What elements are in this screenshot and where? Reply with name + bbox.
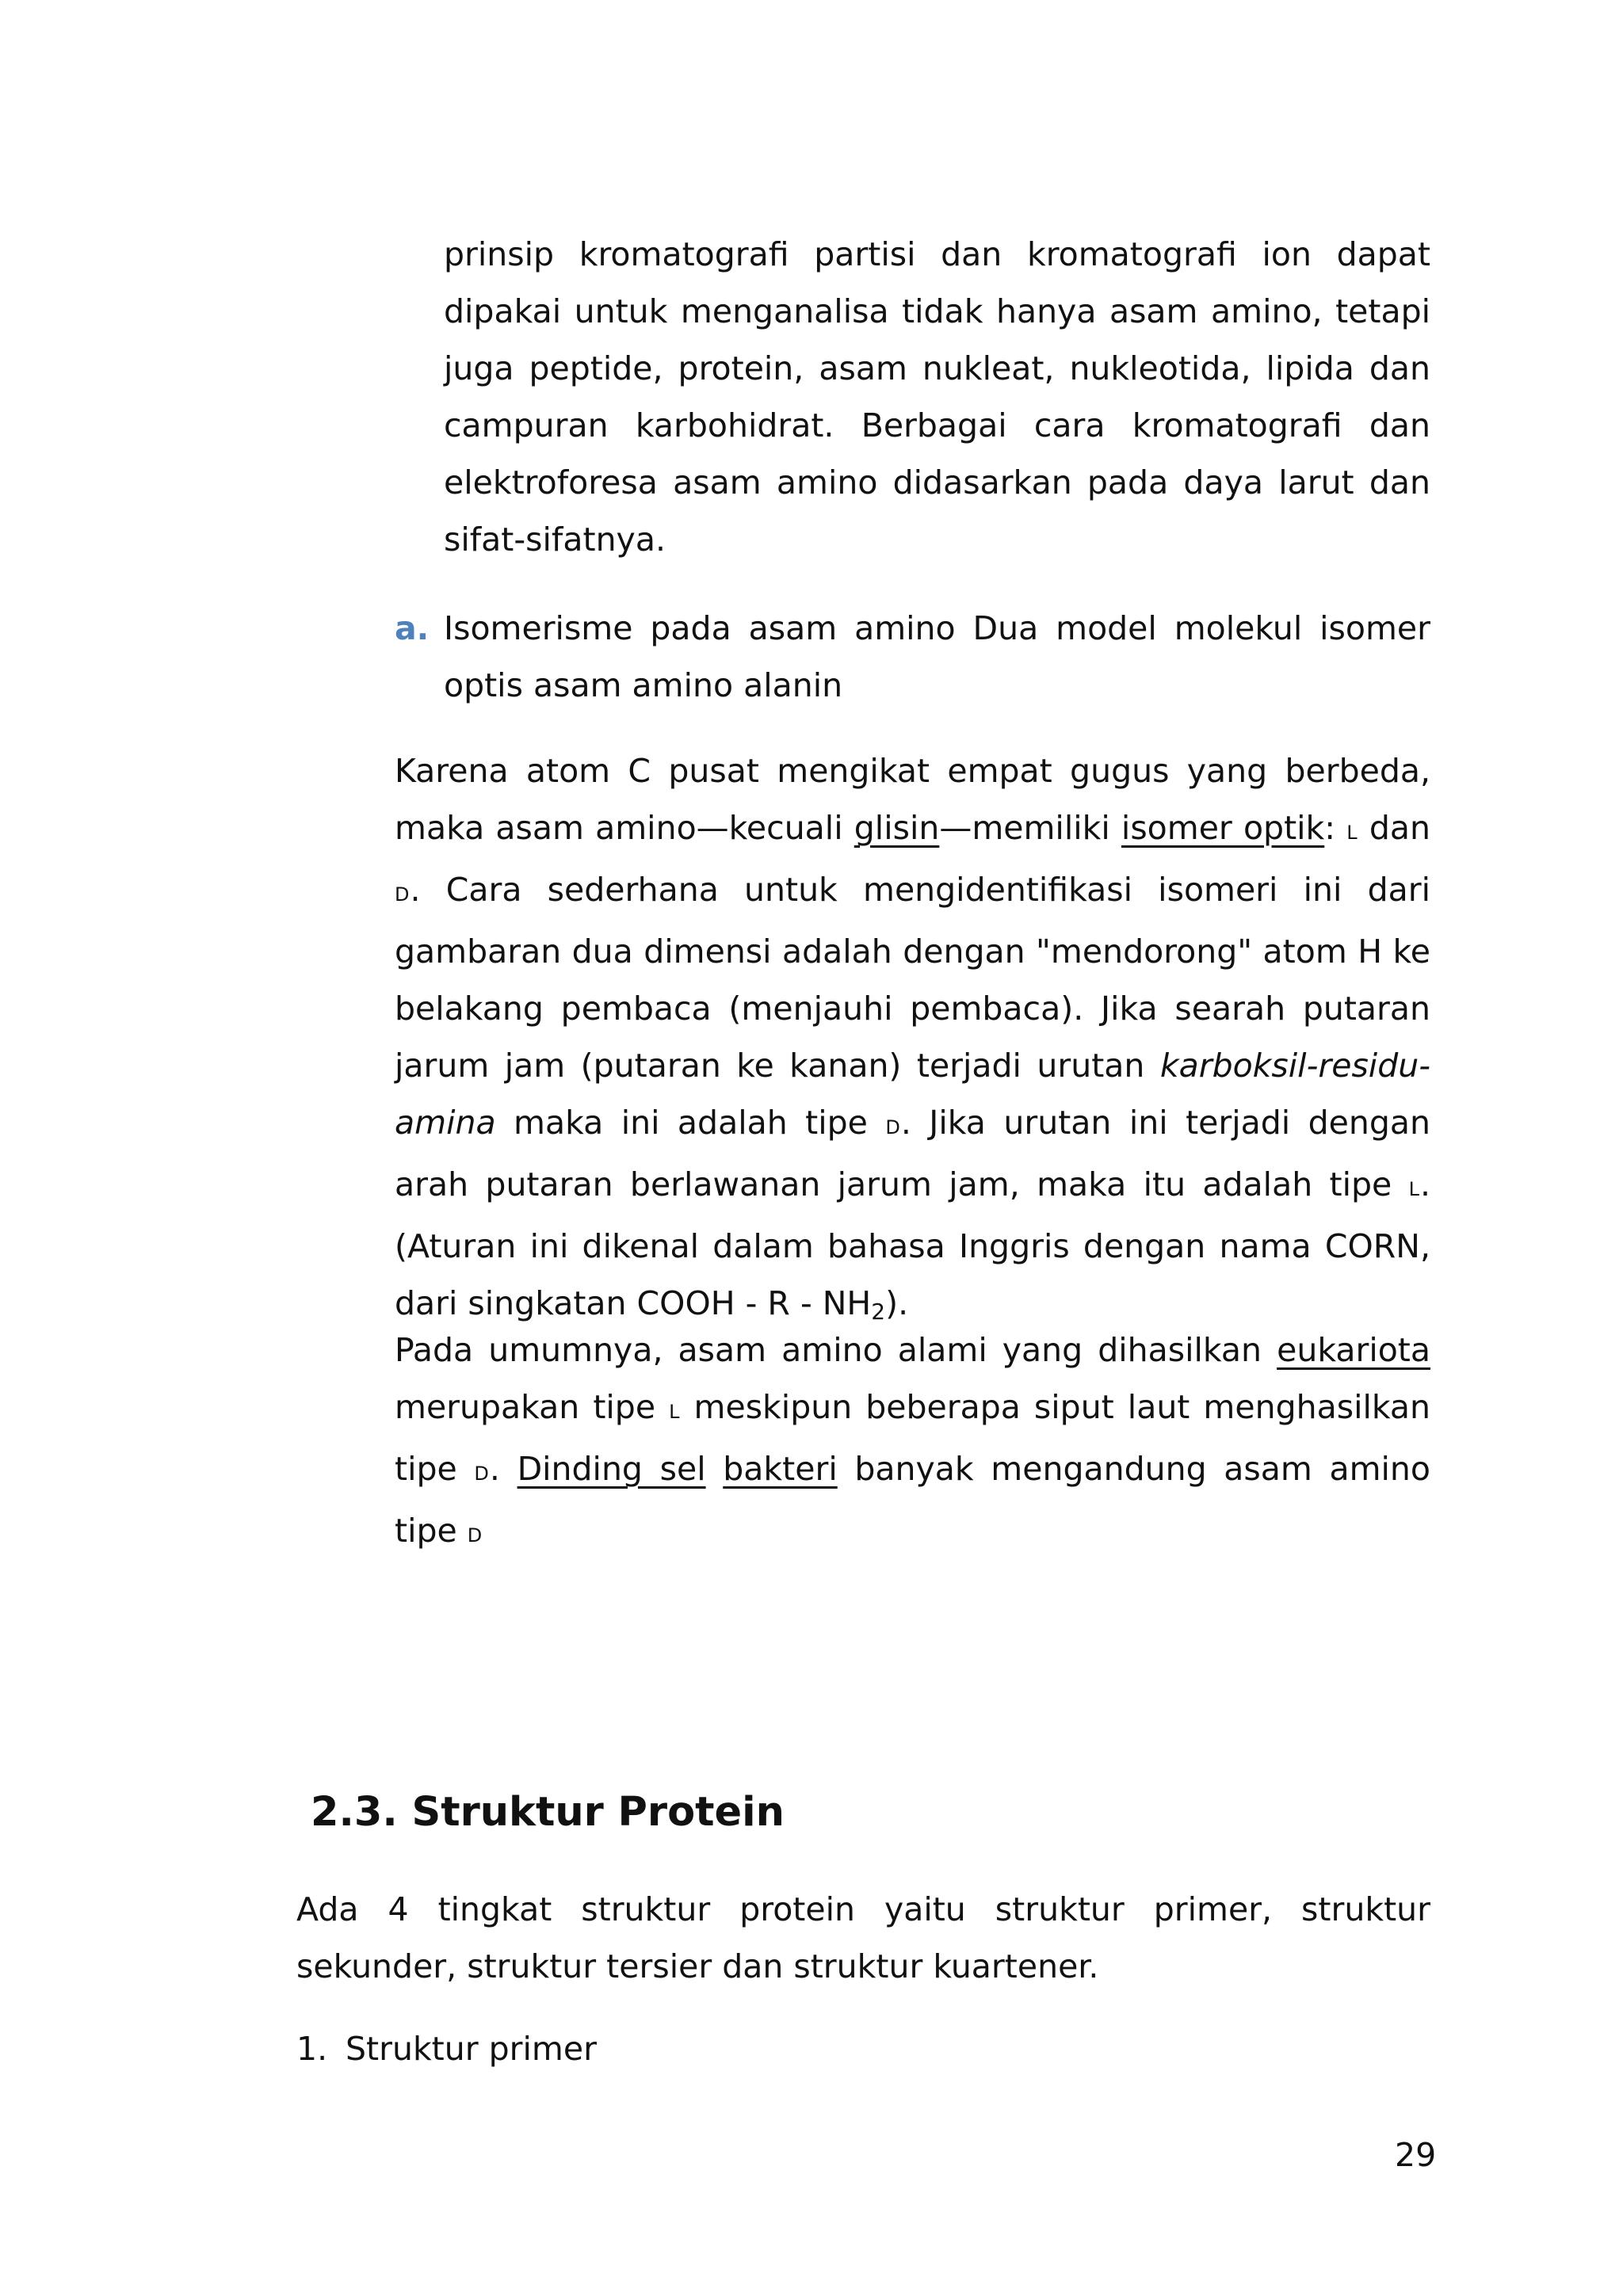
text-run: merupakan tipe bbox=[395, 1388, 670, 1426]
small-caps-l: L bbox=[1346, 822, 1358, 844]
text-run: : bbox=[1324, 809, 1347, 847]
section-intro-text: Ada 4 tingkat struktur protein yaitu struktur primer, struktur sekunder, struktur tersier dan struktur kuartener. bbox=[296, 1890, 1430, 1985]
text-run: maka ini adalah tipe bbox=[495, 1104, 886, 1142]
text-run: banyak mengandung asam amino tipe bbox=[395, 1450, 1431, 1550]
text-run: . Cara sederhana untuk mengidentifikasi isomeri ini dari gambaran dua dimensi adalah dengan "mendorong" atom H ke belakang pembaca (menjauhi pembaca). Jika searah putaran jarum jam (putaran ke kanan) terjadi urutan bbox=[395, 871, 1430, 1085]
text-run bbox=[706, 1450, 724, 1488]
paragraph-eukariota bbox=[395, 1322, 1430, 1564]
continuation-text: prinsip kromatografi partisi dan kromatografi ion dapat dipakai untuk menganalisa tidak hanya asam amino, tetapi juga peptide, protein, asam nukleat, nukleotida, lipida dan campuran karbohidrat. Berbagai cara kromatografi dan elektroforesa asam amino didasarkan pada daya larut dan sifat-sifatnya. bbox=[444, 235, 1430, 559]
small-caps-d: D bbox=[395, 883, 411, 906]
text-run: —memiliki bbox=[939, 809, 1121, 847]
section-intro bbox=[296, 1881, 1430, 1995]
small-caps-l: L bbox=[669, 1401, 681, 1423]
list-item-a-text: Isomerisme pada asam amino Dua model molekul isomer optis asam amino alanin bbox=[444, 609, 1430, 704]
section-heading: 2.3. Struktur Protein bbox=[311, 1789, 785, 1836]
text-run: Pada umumnya, asam amino alami yang dihasilkan bbox=[395, 1331, 1277, 1369]
text-run: . (Aturan ini dikenal dalam bahasa Inggris dengan nama CORN, dari singkatan COOH - R - NH bbox=[395, 1165, 1430, 1322]
small-caps-d: D bbox=[885, 1116, 901, 1138]
list-item-1 bbox=[296, 2020, 597, 2077]
page-number: 29 bbox=[1395, 2136, 1437, 2174]
text-run: meskipun beberapa siput laut menghasilkan tipe bbox=[395, 1388, 1430, 1488]
subscript: 2 bbox=[871, 1299, 886, 1325]
link-eukariota[interactable]: eukariota bbox=[1277, 1331, 1430, 1369]
text-run: . bbox=[489, 1450, 517, 1488]
small-caps-l: L bbox=[1408, 1178, 1420, 1200]
list-number: 1. bbox=[296, 2030, 328, 2068]
link-isomer-optik[interactable]: isomer optik bbox=[1121, 809, 1325, 847]
text-run: ). bbox=[885, 1284, 909, 1322]
small-caps-d: D bbox=[467, 1524, 483, 1547]
text-run: dan bbox=[1358, 809, 1430, 847]
italic-term: karboksil-residu-amina bbox=[395, 1047, 1430, 1142]
list-item-a bbox=[444, 600, 1430, 714]
small-caps-d: D bbox=[474, 1463, 490, 1485]
continuation-paragraph bbox=[444, 226, 1430, 568]
list-marker-a: a. bbox=[395, 609, 430, 647]
link-dinding-sel[interactable]: Dinding sel bbox=[517, 1450, 706, 1488]
list-item-label: Struktur primer bbox=[346, 2030, 597, 2068]
text-run: . Jika urutan ini terjadi dengan arah putaran berlawanan jarum jam, maka itu adalah tipe bbox=[395, 1104, 1430, 1203]
text-run: Karena atom C pusat mengikat empat gugus yang berbeda, maka asam amino—kecuali bbox=[395, 752, 1430, 847]
link-glisin[interactable]: glisin bbox=[854, 809, 940, 847]
paragraph-isomer bbox=[395, 742, 1430, 1341]
link-bakteri[interactable]: bakteri bbox=[723, 1450, 838, 1488]
